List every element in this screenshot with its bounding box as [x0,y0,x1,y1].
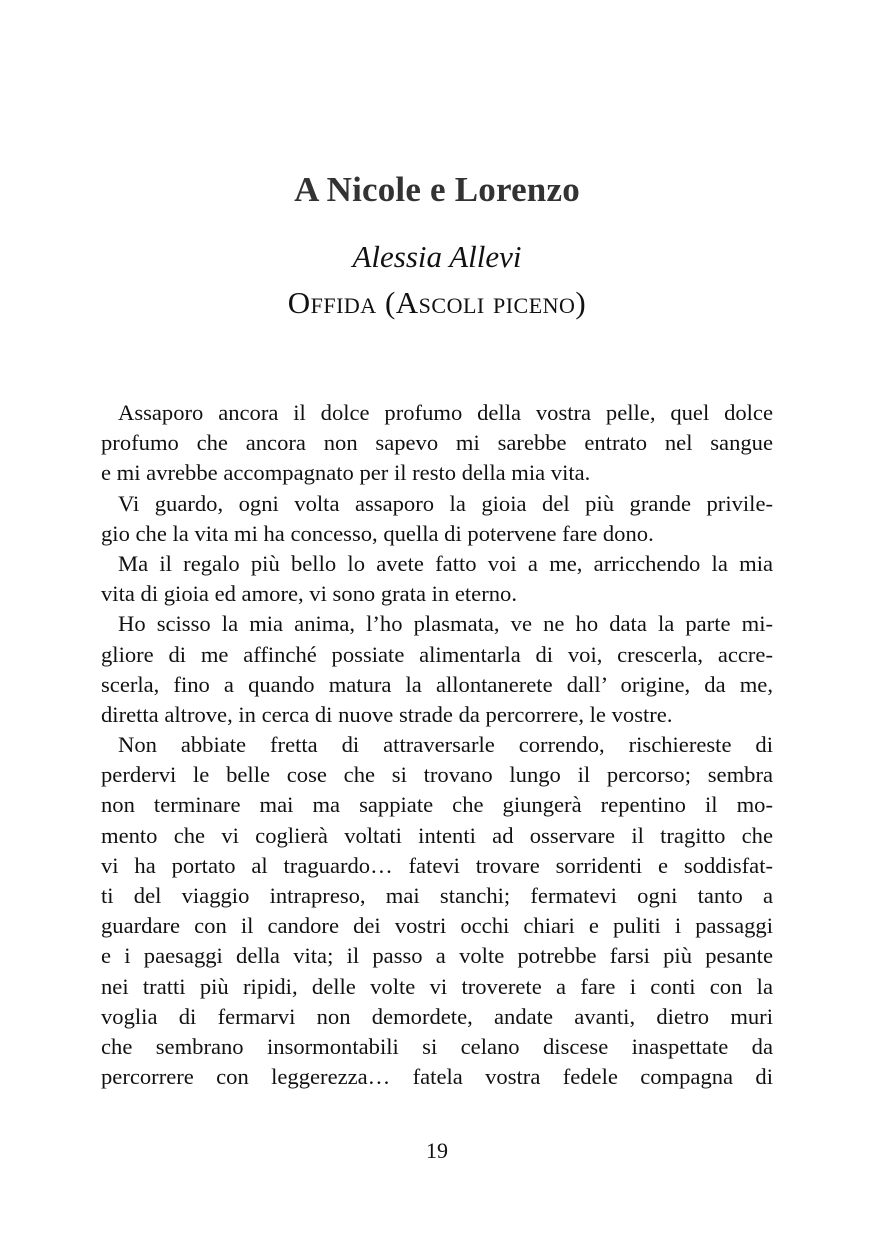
text-line: vita di gioia ed amore, vi sono grata in eterno. [101,581,517,607]
text-line: Vi guardo, ogni volta assaporo la gioia del più grande privile- [118,490,773,516]
text-line: gliore di me affinché possiate alimentarla di voi, crescerla, accre- [101,641,773,667]
text-line: Ma il regalo più bello lo avete fatto voi a me, arricchendo la mia [118,550,773,576]
text-line: scerla, fino a quando matura la allontanerete dall’ origine, da me, [101,671,773,697]
text-line: nei tratti più ripidi, delle volte vi troverete a fare i conti con la [101,973,773,999]
text-line: gio che la vita mi ha concesso, quella di potervene fare dono. [101,520,654,546]
text-line: vi ha portato al traguardo… fatevi trovare sorridenti e soddisfat- [101,852,773,878]
text-line: perdervi le belle cose che si trovano lungo il percorso; sembra [101,762,773,788]
text-line: Non abbiate fretta di attraversarle correndo, rischiereste di [118,732,773,758]
text-line: ti del viaggio intrapreso, mai stanchi; fermatevi ogni tanto a [101,883,773,908]
page-number: 19 [426,1138,448,1163]
body-text [101,398,773,1092]
text-line: percorrere con leggerezza… fatela vostra fedele compagna di [101,1064,773,1090]
text-line: diretta altrove, in cerca di nuove strade da percorrere, le vostre. [101,701,673,727]
text-line: e mi avrebbe accompagnato per il resto della mia vita. [101,460,591,486]
text-line: non terminare mai ma sappiate che giungerà repentino il mo- [101,792,773,818]
text-line: guardare con il candore dei vostri occhi chiari e puliti i passaggi [101,913,773,939]
text-line: Assaporo ancora il dolce profumo della vostra pelle, quel dolce [118,400,773,425]
author-location: Offida (Ascoli piceno) [287,285,587,320]
text-line: che sembrano insormontabili si celano discese inaspettate da [101,1033,773,1059]
author-name: Alessia Allevi [352,239,522,274]
text-line: voglia di fermarvi non demordete, andate avanti, dietro muri [101,1003,773,1029]
page-title: A Nicole e Lorenzo [294,170,580,209]
text-line: Ho scisso la mia anima, l’ho plasmata, ve ne ho data la parte mi- [118,611,773,637]
text-line: mento che vi coglierà voltati intenti ad osservare il tragitto che [101,822,773,848]
text-line: profumo che ancora non sapevo mi sarebbe entrato nel sangue [101,430,773,456]
text-line: e i paesaggi della vita; il passo a volte potrebbe farsi più pesante [101,943,773,969]
